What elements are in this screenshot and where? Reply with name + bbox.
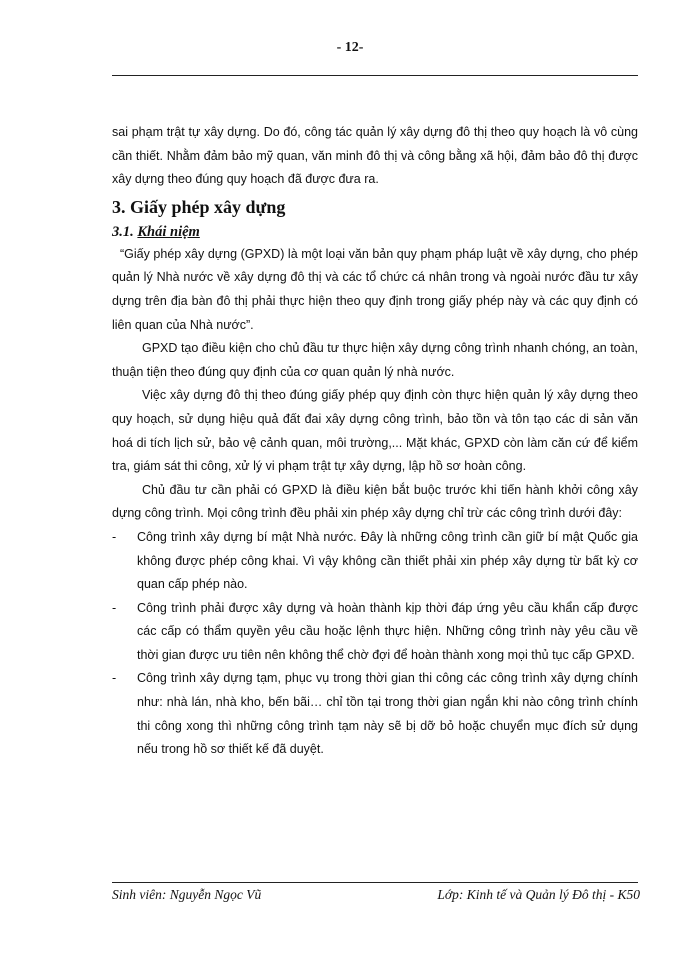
list-marker: -	[112, 600, 117, 615]
page-body	[112, 121, 638, 762]
intro-paragraph: sai phạm trật tự xây dựng. Do đó, công tác quản lý xây dựng đô thị theo quy hoạch là vô cùng cần thiết. Nhằm đảm bảo mỹ quan, văn minh đô thị và công bằng xã hội, đảm bảo đô thị được xây dựng theo đúng quy hoạch đã được đưa ra.	[112, 125, 638, 187]
page-footer	[112, 887, 640, 903]
footer-student: Sinh viên: Nguyễn Ngọc Vũ	[112, 887, 262, 902]
list-marker: -	[112, 671, 117, 686]
footer-class: Lớp: Kinh tế và Quản lý Đô thị - K50	[437, 887, 640, 902]
list-marker: -	[112, 529, 117, 544]
definition-quote: “Giấy phép xây dựng (GPXD) là một loại văn bản quy phạm pháp luật về xây dựng, cho phép quản lý Nhà nước về xây dựng đô thị và các tổ chức cá nhân trong và ngoài nước đầu tư xây dựng trên địa bàn đô thị phải thực hiện theo quy định trong giấy phép này và các quy định có liên quan của Nhà nước”.	[112, 246, 638, 332]
exemption-list	[112, 526, 638, 762]
body-paragraph: Chủ đầu tư cần phải có GPXD là điều kiện bắt buộc trước khi tiến hành khởi công xây dựng công trình. Mọi công trình đều phải xin phép xây dựng chỉ trừ các công trình dưới đây:	[112, 482, 638, 521]
list-item-text: Công trình xây dựng tạm, phục vụ trong thời gian thi công các công trình xây dựng chính như: nhà lán, nhà kho, bến bãi… chỉ tồn tại trong thời gian ngắn khi nào công trình chính thi công xong thì những công trình tạm này sẽ bị dỡ bỏ hoặc chuyển mục đích sử dụng nếu trong hồ sơ thiết kế đã duyệt.	[137, 671, 638, 757]
body-paragraph: GPXD tạo điều kiện cho chủ đầu tư thực hiện xây dựng công trình nhanh chóng, an toàn, thuận tiện theo đúng quy định của cơ quan quản lý nhà nước.	[112, 341, 638, 379]
footer-divider	[112, 882, 638, 883]
list-item	[112, 667, 638, 761]
list-item	[112, 526, 638, 597]
subsection-number: 3.1.	[112, 223, 134, 240]
list-item-text: Công trình xây dựng bí mật Nhà nước. Đây là những công trình cần giữ bí mật Quốc gia không được phép công khai. Vì vậy không cần thiết phải xin phép xây dựng từ bất kỳ cơ quan cấp phép nào.	[137, 529, 638, 592]
section-heading: 3. Giấy phép xây dựng	[112, 196, 286, 217]
list-item	[112, 597, 638, 668]
subsection-heading	[112, 221, 638, 243]
subsection-title: Khái niệm	[137, 223, 200, 240]
page-number: - 12-	[336, 40, 364, 55]
header-divider	[112, 75, 638, 76]
list-item-text: Công trình phải được xây dựng và hoàn thành kịp thời đáp ứng yêu cầu khẩn cấp được các cấp có thẩm quyền yêu cầu hoặc lệnh thực hiện. Những công trình này yêu cầu về thời gian được ưu tiên nên không thể chờ đợi để hoàn thành xong mọi thủ tục cấp GPXD.	[137, 600, 638, 662]
body-paragraph: Việc xây dựng đô thị theo đúng giấy phép quy định còn thực hiện quản lý xây dựng theo quy hoạch, sử dụng hiệu quả đất đai xây dựng công trình, bảo tồn và tôn tạo các di sản văn hoá di tích lịch sử, bảo vệ cảnh quan, môi trường,... Mặt khác, GPXD còn làm căn cứ để kiểm tra, giám sát thi công, xử lý vi phạm trật tự xây dựng, lập hồ sơ hoàn công.	[112, 388, 638, 474]
